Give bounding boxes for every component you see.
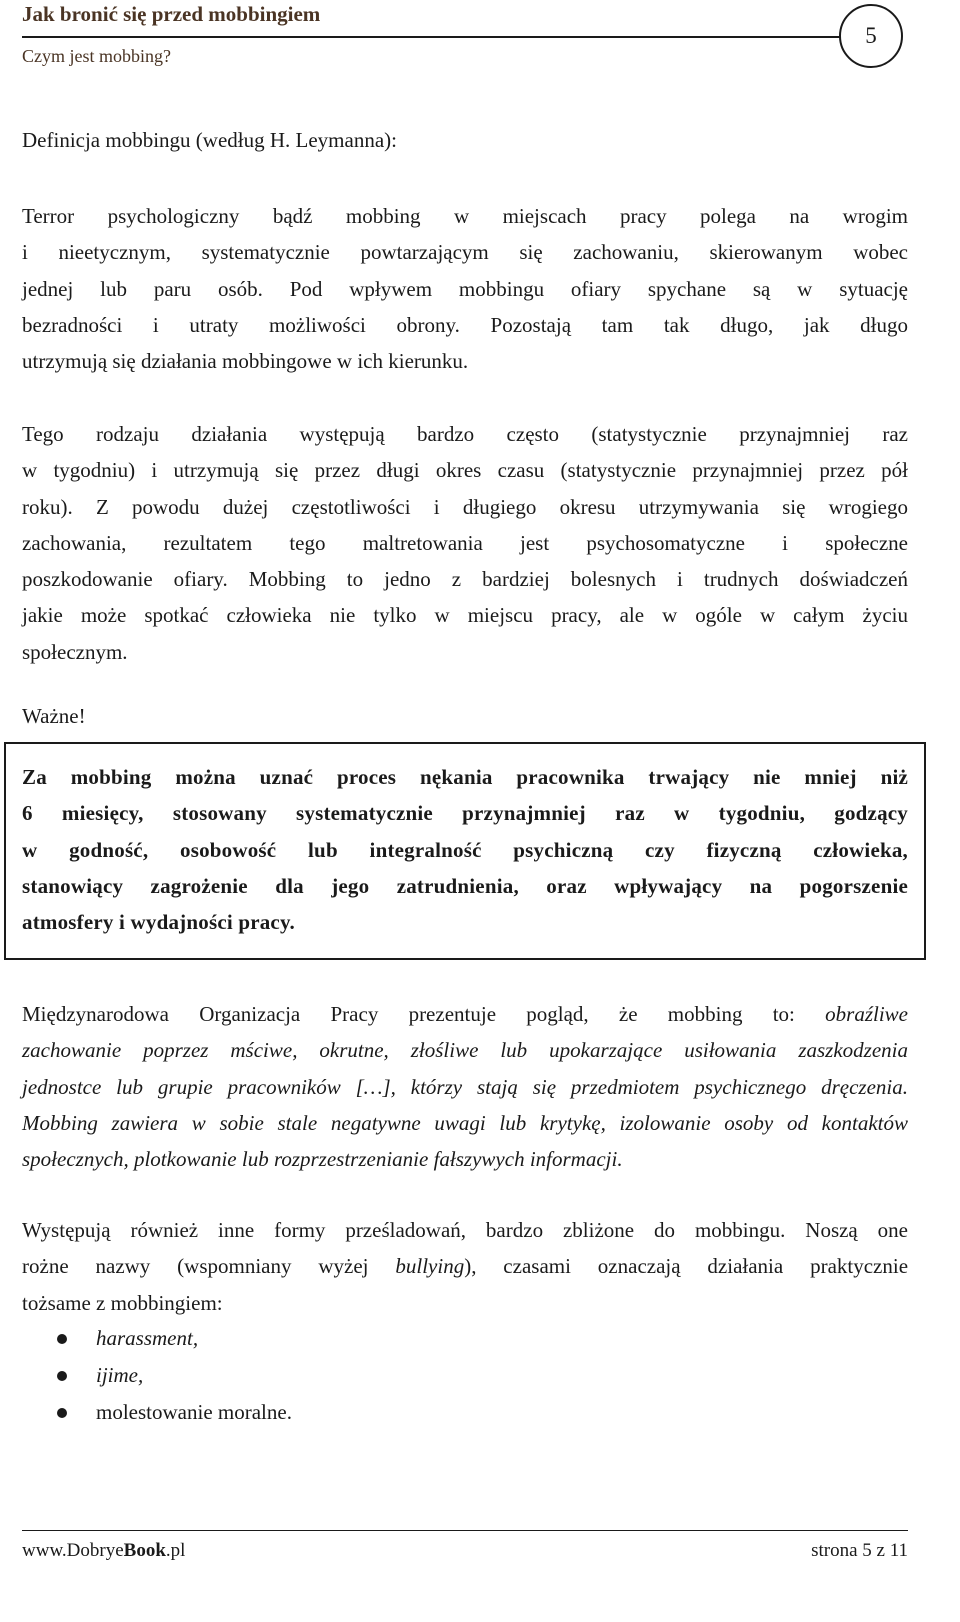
- list-item: [22, 1357, 292, 1394]
- paragraph-line: tożsame z mobbingiem:: [22, 1290, 223, 1315]
- frequency-paragraph: [22, 416, 908, 670]
- paragraph-line: zachowania, rezultatem tego maltretowania jest psychosomatyczne i społeczne: [22, 530, 908, 555]
- header-divider: [22, 36, 840, 38]
- footer-divider: [22, 1530, 908, 1531]
- ilo-quote-line: społecznych, plotkowanie lub rozprzestrzenianie fałszywych informacji.: [22, 1147, 623, 1172]
- paragraph-line: społecznym.: [22, 639, 128, 664]
- bullying-term: bullying: [395, 1254, 465, 1279]
- list-item: [22, 1320, 292, 1357]
- ilo-quote-line: zachowanie poprzez mściwe, okrutne, złośliwe lub upokarzające usiłowania zaszkodzenia: [22, 1038, 908, 1063]
- list-item-text: harassment,: [96, 1326, 199, 1350]
- paragraph-line: [22, 1032, 908, 1068]
- bullet-icon: [57, 1334, 67, 1344]
- bullet-icon: [57, 1408, 67, 1418]
- paragraph-line: 6 miesięcy, stosowany systematycznie przynajmniej raz w tygodniu, godzący: [22, 801, 908, 826]
- ilo-intro: Międzynarodowa Organizacja Pracy prezentuje pogląd, że mobbing to:: [22, 1002, 795, 1026]
- paragraph-line: [22, 1105, 908, 1141]
- paragraph-line: [22, 996, 908, 1032]
- paragraph-line: w tygodniu) i utrzymują się przez długi okres czasu (statystycznie przynajmniej przez pół: [22, 458, 908, 483]
- ilo-paragraph: [22, 996, 908, 1177]
- paragraph-line: bezradności i utraty możliwości obrony. Pozostają tam tak długo, jak długo: [22, 312, 908, 337]
- paragraph-line: jednej lub paru osób. Pod wpływem mobbingu ofiary spychane są w sytuację: [22, 276, 908, 301]
- other-forms-paragraph: [22, 1212, 908, 1321]
- paragraph-line: Tego rodzaju działania występują bardzo często (statystycznie przynajmniej raz: [22, 422, 908, 446]
- site-brand: Book: [123, 1540, 166, 1561]
- forms-list: [22, 1320, 292, 1431]
- paragraph-line: [22, 1248, 908, 1284]
- paragraph-line: [22, 1069, 908, 1105]
- book-title: Jak bronić się przed mobbingiem: [22, 2, 321, 26]
- text-fragment: rożne nazwy (wspomniany wyżej: [22, 1254, 369, 1279]
- list-item-text: ijime,: [96, 1363, 144, 1387]
- ilo-quote-line: Mobbing zawiera w sobie stale negatywne uwagi lub krytykę, izolowanie osoby od kontaktów: [22, 1110, 908, 1135]
- site-prefix: www.Dobrye: [22, 1540, 124, 1561]
- paragraph-line: w godność, osobowość lub integralność psychiczną czy fizyczną człowieka,: [22, 837, 908, 862]
- website-link[interactable]: [22, 1540, 185, 1562]
- site-suffix: .pl: [165, 1540, 186, 1561]
- text-fragment: ), czasami oznaczają działania praktycznie: [464, 1254, 909, 1279]
- page-number-badge: [839, 4, 903, 68]
- paragraph-line: i nieetycznym, systematycznie powtarzającym się zachowaniu, skierowanym wobec: [22, 240, 908, 265]
- paragraph-line: utrzymują się działania mobbingowe w ich kierunku.: [22, 349, 469, 374]
- important-text: [22, 759, 908, 940]
- list-item-text: molestowanie moralne.: [96, 1400, 292, 1424]
- paragraph-line: Za mobbing można uznać proces nękania pracownika trwający nie mniej niż: [22, 765, 908, 789]
- bullet-icon: [57, 1371, 67, 1381]
- page-number: 5: [865, 23, 877, 48]
- list-item: [22, 1394, 292, 1431]
- paragraph-line: Terror psychologiczny bądź mobbing w miejscach pracy polega na wrogim: [22, 204, 908, 228]
- definition-heading: Definicja mobbingu (według H. Leymanna):: [22, 128, 397, 152]
- ilo-quote-start: obraźliwe: [825, 1002, 908, 1026]
- definition-paragraph: [22, 198, 908, 379]
- page-counter: strona 5 z 11: [811, 1540, 908, 1561]
- paragraph-line: roku). Z powodu dużej częstotliwości i długiego okresu utrzymywania się wrogiego: [22, 494, 908, 519]
- chapter-title: Czym jest mobbing?: [22, 46, 171, 66]
- paragraph-line: atmosfery i wydajności pracy.: [22, 910, 295, 935]
- important-label: Ważne!: [22, 704, 86, 728]
- ilo-quote-line: jednostce lub grupie pracowników […], którzy stają się przedmiotem psychicznego dręczenia.: [22, 1074, 908, 1099]
- paragraph-line: [22, 1141, 908, 1177]
- important-box: [4, 742, 926, 960]
- paragraph-line: poszkodowanie ofiary. Mobbing to jedno z bardziej bolesnych i trudnych doświadczeń: [22, 567, 908, 592]
- paragraph-line: Występują również inne formy prześladowań, bardzo zbliżone do mobbingu. Noszą one: [22, 1218, 908, 1242]
- paragraph-line: jakie może spotkać człowieka nie tylko w miejscu pracy, ale w ogóle w całym życiu: [22, 603, 908, 628]
- paragraph-line: stanowiący zagrożenie dla jego zatrudnienia, oraz wpływający na pogorszenie: [22, 873, 908, 898]
